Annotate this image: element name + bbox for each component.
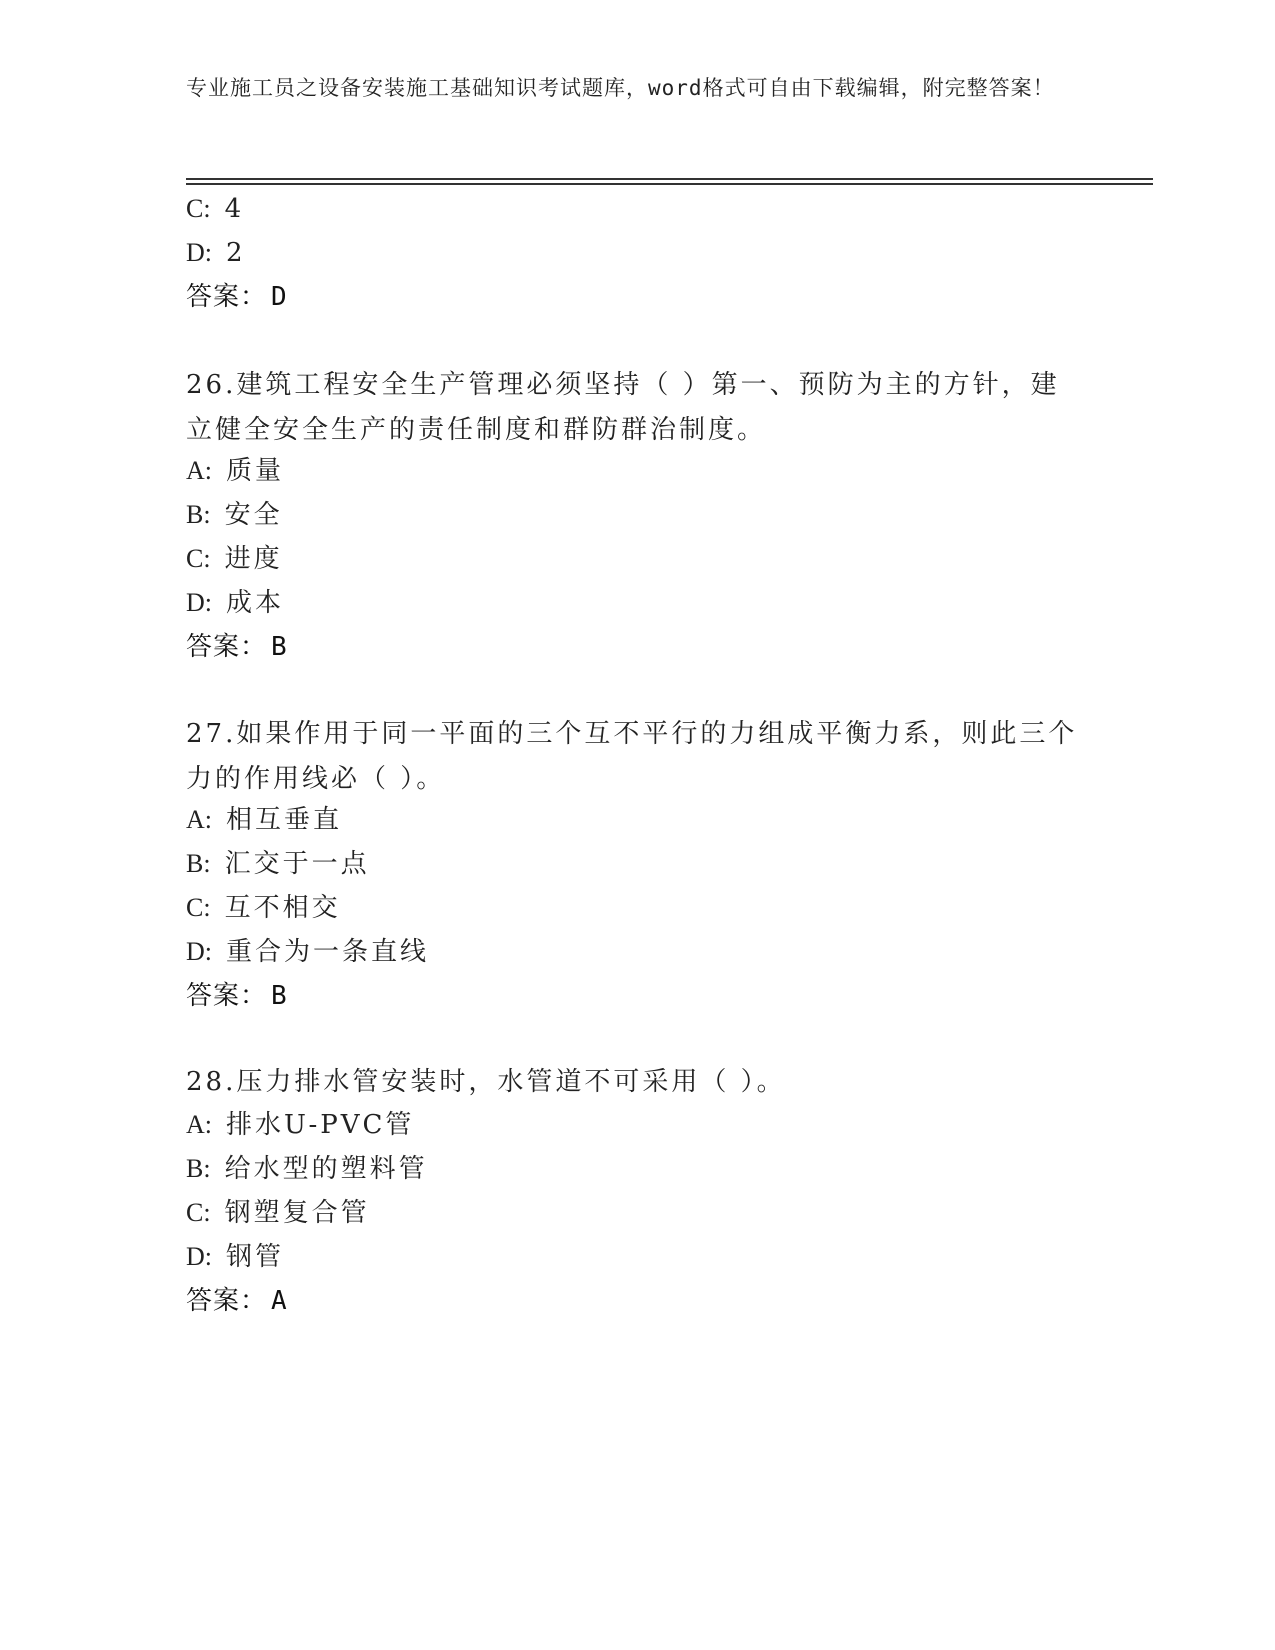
option-letter: C: xyxy=(186,544,211,573)
option-letter: B: xyxy=(186,1154,211,1183)
option-letter: A: xyxy=(186,456,212,485)
option-b xyxy=(186,846,370,882)
option-letter: A: xyxy=(186,1110,212,1139)
answer-value: A xyxy=(271,1286,288,1316)
option-letter: B: xyxy=(186,500,211,529)
answer-label: 答案： xyxy=(186,1286,268,1316)
answer-line xyxy=(186,629,288,665)
option-c xyxy=(186,191,244,227)
option-letter: C: xyxy=(186,893,211,922)
option-d xyxy=(186,235,246,271)
option-text: 质量 xyxy=(226,456,285,486)
option-text: 钢管 xyxy=(226,1242,285,1272)
option-text: 安全 xyxy=(224,500,283,530)
header-divider-bottom xyxy=(186,183,1153,185)
answer-line xyxy=(186,279,288,315)
option-b xyxy=(186,497,283,533)
option-letter: C: xyxy=(186,1198,211,1227)
option-c xyxy=(186,1195,370,1231)
question-stem: 27.如果作用于同一平面的三个互不平行的力组成平衡力系，则此三个力的作用线必（ ）。 xyxy=(186,719,1078,794)
option-a xyxy=(186,1107,414,1143)
option-text: 互不相交 xyxy=(224,893,341,923)
option-text: 重合为一条直线 xyxy=(226,937,430,967)
option-text: 汇交于一点 xyxy=(224,849,370,879)
option-letter: A: xyxy=(186,805,212,834)
option-text: 相互垂直 xyxy=(226,805,343,835)
option-text: 进度 xyxy=(224,544,283,574)
option-text: 给水型的塑料管 xyxy=(224,1154,428,1184)
option-text: 钢塑复合管 xyxy=(224,1198,370,1228)
option-letter: C: xyxy=(186,194,211,223)
option-a xyxy=(186,802,342,838)
option-d xyxy=(186,934,429,970)
option-d xyxy=(186,585,284,621)
answer-label: 答案： xyxy=(186,632,268,662)
option-text: 2 xyxy=(226,238,246,268)
option-a xyxy=(186,453,284,489)
answer-line xyxy=(186,1283,288,1319)
answer-value: B xyxy=(271,632,288,662)
option-d xyxy=(186,1239,284,1275)
answer-label: 答案： xyxy=(186,282,268,312)
header-divider-top xyxy=(186,178,1153,180)
option-letter: D: xyxy=(186,1242,212,1271)
question-stem: 26.建筑工程安全生产管理必须坚持（ ）第一、预防为主的方针，建立健全安全生产的责任制度和群防群治制度。 xyxy=(186,370,1060,445)
option-c xyxy=(186,890,341,926)
question-stem: 28.压力排水管安装时，水管道不可采用（ ）。 xyxy=(186,1067,786,1097)
answer-line xyxy=(186,978,288,1014)
answer-value: B xyxy=(271,981,288,1011)
option-text: 成本 xyxy=(226,588,285,618)
option-text: 4 xyxy=(224,194,245,224)
option-letter: B: xyxy=(186,849,211,878)
option-text: 排水U-PVC管 xyxy=(226,1110,415,1140)
option-b xyxy=(186,1151,428,1187)
option-letter: D: xyxy=(186,238,212,267)
answer-label: 答案： xyxy=(186,981,268,1011)
option-letter: D: xyxy=(186,588,212,617)
page-header: 专业施工员之设备安装施工基础知识考试题库，word格式可自由下载编辑，附完整答案！ xyxy=(186,76,1055,100)
option-letter: D: xyxy=(186,937,212,966)
option-c xyxy=(186,541,283,577)
answer-value: D xyxy=(271,282,288,312)
